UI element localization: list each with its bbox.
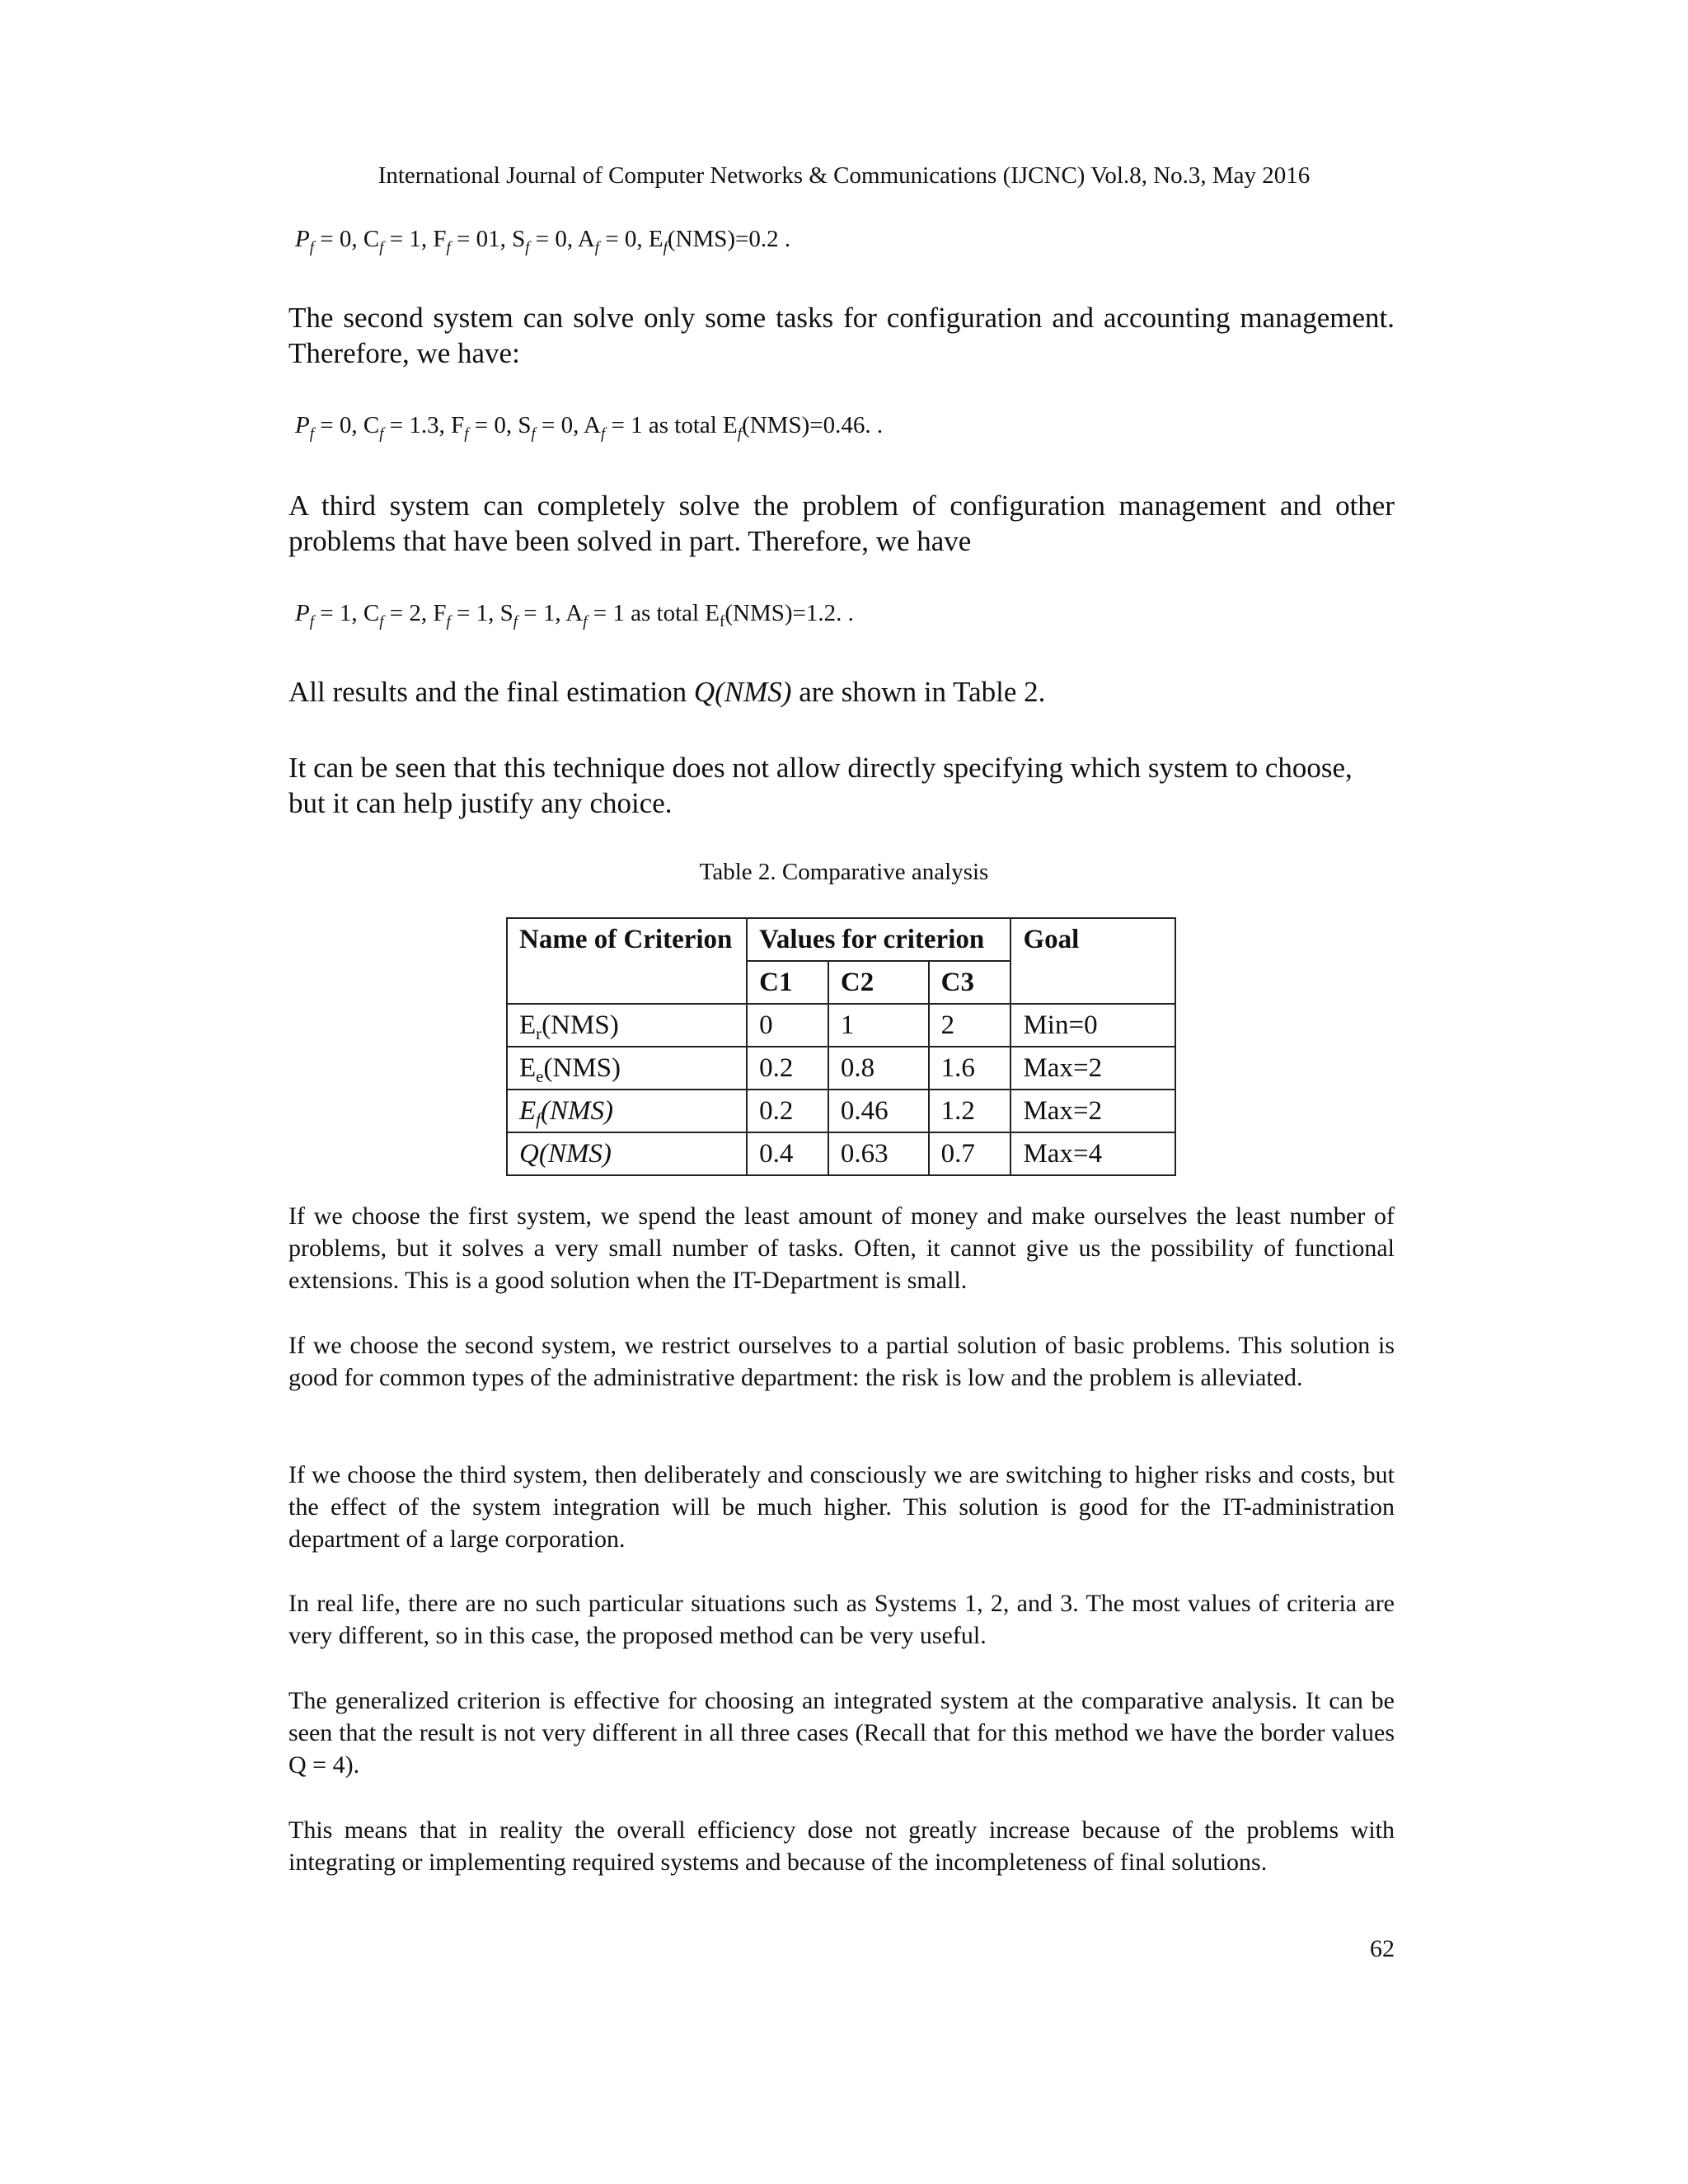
eq-part: = 0, A — [535, 412, 601, 438]
label-suffix: (NMS) — [543, 1053, 621, 1083]
eq-subscript: f — [464, 425, 469, 443]
eq-part: = 0, E — [599, 226, 663, 252]
label-subscript: f — [536, 1109, 542, 1129]
label-main: Q(NMS) — [519, 1139, 612, 1169]
eq-symbol: P — [295, 600, 310, 626]
eq-part: (NMS)=0.2 . — [667, 226, 791, 252]
eq-subscript: f — [600, 425, 606, 443]
paragraph-second-system: The second system can solve only some tasks for configuration and accounting management. Therefore, we have: — [288, 302, 1395, 369]
label-main: E — [519, 1053, 537, 1083]
eq-subscript: f — [446, 613, 451, 630]
cell-c3: 1.2 — [929, 1090, 1011, 1132]
header-name-of-criterion: Name of Criterion — [507, 918, 747, 1004]
eq-symbol: P — [295, 226, 310, 252]
paragraph-efficiency: This means that in reality the overall efficiency dose not greatly increase because of the problems with integrating or implementing required systems and because of the incompleteness of final solutions. — [288, 1816, 1395, 1876]
eq-part: (NMS)=0.46. . — [742, 412, 884, 438]
eq-part: = 0, A — [529, 226, 595, 252]
equation-1 — [295, 224, 790, 254]
paragraph-technique: It can be seen that this technique does not allow directly specifying which system to choose, but it can help justify any choice. — [288, 752, 1353, 819]
header-c3: C3 — [929, 961, 1011, 1004]
paragraph-real-life: In real life, there are no such particular situations such as Systems 1, 2, and 3. The most values of criteria are very different, so in this case, the proposed method can be very useful. — [288, 1590, 1395, 1649]
label-main: E — [519, 1096, 537, 1126]
cell-c2: 1 — [828, 1004, 929, 1047]
eq-subscript: f — [309, 425, 314, 443]
cell-c3: 2 — [929, 1004, 1011, 1047]
eq-part: = 0, C — [320, 412, 380, 438]
eq-subscript: f — [594, 239, 599, 256]
page-number: 62 — [1370, 1935, 1395, 1962]
cell-c3: 0.7 — [929, 1132, 1011, 1175]
eq-subscript: f — [720, 613, 725, 630]
cell-c1: 0.4 — [747, 1132, 828, 1175]
eq-subscript: f — [309, 239, 314, 256]
eq-part: = 1 as total E — [605, 412, 738, 438]
equation-2 — [295, 410, 884, 443]
eq-subscript: f — [737, 425, 743, 443]
eq-part: = 1, F — [383, 226, 447, 252]
text-run: are shown in Table 2. — [791, 676, 1046, 708]
table-row — [507, 1090, 1175, 1132]
eq-symbol: P — [295, 412, 310, 438]
eq-subscript: f — [525, 239, 530, 256]
label-suffix: (NMS) — [541, 1096, 613, 1126]
cell-c2: 0.8 — [828, 1047, 929, 1090]
cell-c2: 0.63 — [828, 1132, 929, 1175]
label-main: E — [519, 1010, 537, 1040]
paragraph-second-choice: If we choose the second system, we restrict ourselves to a partial solution of basic problems. This solution is good for common types of the administrative department: the risk is low and the problem is alleviated. — [288, 1332, 1395, 1391]
row-label — [507, 1090, 747, 1132]
journal-header: International Journal of Computer Networks & Communications (IJCNC) Vol.8, No.3, May 2016 — [377, 162, 1311, 189]
table-row — [507, 1004, 1175, 1047]
eq-part: (NMS)=1.2. . — [724, 600, 854, 626]
cell-c1: 0.2 — [747, 1047, 828, 1090]
eq-part: = 0, C — [320, 226, 380, 252]
cell-goal: Max=4 — [1010, 1132, 1175, 1175]
paragraph-third-choice: If we choose the third system, then deliberately and consciously we are switching to higher risks and costs, but the effect of the system integration will be much higher. This solution is good for the IT-administration department of a large corporation. — [288, 1461, 1395, 1553]
paragraph-third-system: A third system can completely solve the problem of configuration management and other problems that have been solved in part. Therefore, we have — [288, 490, 1395, 557]
eq-subscript: f — [663, 239, 668, 256]
paragraph-generalized-criterion: The generalized criterion is effective for choosing an integrated system at the comparative analysis. It can be seen that the result is not very different in all three cases (Recall that for this method we have the border values Q = 4). — [288, 1687, 1395, 1779]
label-subscript: r — [536, 1024, 542, 1043]
eq-part: = 2, F — [383, 600, 447, 626]
eq-part: = 1 as total E — [587, 600, 720, 626]
eq-part: = 1, S — [450, 600, 513, 626]
cell-c1: 0 — [747, 1004, 828, 1047]
row-label — [507, 1132, 747, 1175]
text-run: All results and the final estimation — [288, 676, 694, 708]
cell-c3: 1.6 — [929, 1047, 1011, 1090]
row-label — [507, 1004, 747, 1047]
header-values-for-criterion: Values for criterion — [747, 918, 1010, 961]
comparative-analysis-table — [506, 917, 1176, 1176]
eq-subscript: f — [531, 425, 536, 443]
table-row — [507, 1047, 1175, 1090]
eq-part: = 01, S — [450, 226, 526, 252]
eq-part: = 0, S — [468, 412, 532, 438]
row-label — [507, 1047, 747, 1090]
cell-c1: 0.2 — [747, 1090, 828, 1132]
eq-part: = 1.3, F — [383, 412, 465, 438]
cell-goal: Max=2 — [1010, 1090, 1175, 1132]
header-c2: C2 — [828, 961, 929, 1004]
table-row — [507, 1132, 1175, 1175]
table-caption: Table 2. Comparative analysis — [699, 859, 989, 885]
paragraph-all-results — [288, 674, 1395, 710]
eq-part: = 1, C — [320, 600, 380, 626]
eq-subscript: f — [309, 613, 314, 630]
eq-part: = 1, A — [518, 600, 584, 626]
cell-c2: 0.46 — [828, 1090, 929, 1132]
cell-goal: Min=0 — [1010, 1004, 1175, 1047]
eq-subscript: f — [379, 239, 384, 256]
eq-subscript: f — [379, 425, 384, 443]
equation-3 — [295, 598, 854, 628]
cell-goal: Max=2 — [1010, 1047, 1175, 1090]
eq-subscript: f — [513, 613, 518, 630]
eq-subscript: f — [379, 613, 384, 630]
paragraph-first-choice: If we choose the first system, we spend the least amount of money and make ourselves the least number of problems, but it solves a very small number of tasks. Often, it cannot give us the possibility of functional extensions. This is a good solution when the IT-Department is small. — [288, 1202, 1395, 1294]
eq-subscript: f — [446, 239, 451, 256]
header-c1: C1 — [747, 961, 828, 1004]
eq-subscript: f — [583, 613, 588, 630]
header-goal: Goal — [1010, 918, 1175, 1004]
q-nms-symbol: Q(NMS) — [693, 676, 792, 708]
label-suffix: (NMS) — [542, 1010, 619, 1040]
label-subscript: e — [536, 1066, 544, 1086]
